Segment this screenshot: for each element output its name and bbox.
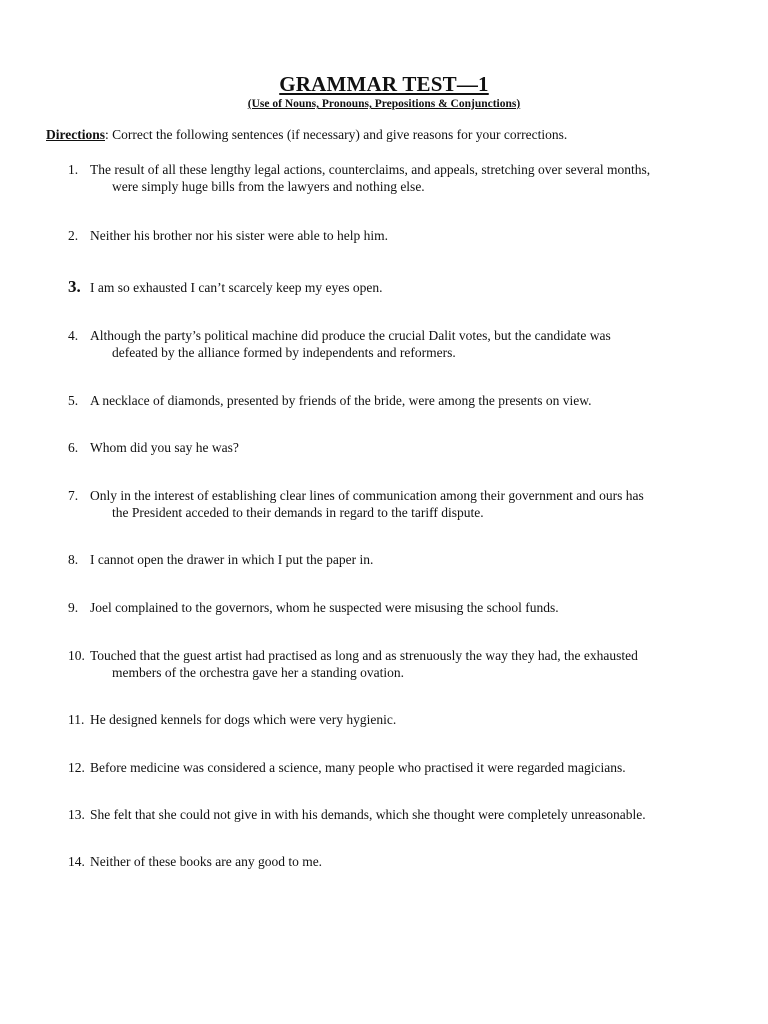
question-text-continued: the President acceded to their demands in regard to the tariff dispute. xyxy=(112,505,484,520)
question-text: Whom did you say he was? xyxy=(90,440,239,455)
question-number: 9. xyxy=(68,600,79,615)
question-text-continued: were simply huge bills from the lawyers and nothing else. xyxy=(112,179,425,194)
question-number: 4. xyxy=(68,328,79,343)
question-7 xyxy=(68,487,728,521)
question-2 xyxy=(68,227,728,244)
question-10 xyxy=(68,647,728,681)
question-number: 10. xyxy=(68,648,85,663)
directions xyxy=(46,127,736,143)
question-text: She felt that she could not give in with his demands, which she thought were completely unreasonable. xyxy=(90,807,646,822)
question-number: 12. xyxy=(68,760,85,775)
question-text: Joel complained to the governors, whom he suspected were misusing the school funds. xyxy=(90,600,559,615)
question-text: Only in the interest of establishing clear lines of communication among their government and ours has xyxy=(90,488,644,503)
question-3 xyxy=(68,278,728,296)
question-11 xyxy=(68,711,728,728)
question-5 xyxy=(68,392,728,409)
directions-text: : Correct the following sentences (if necessary) and give reasons for your corrections. xyxy=(105,127,568,142)
question-number: 2. xyxy=(68,228,79,243)
question-text: Touched that the guest artist had practised as long and as strenuously the way they had, the exhausted xyxy=(90,648,638,663)
question-text: Neither of these books are any good to me. xyxy=(90,854,323,869)
question-6 xyxy=(68,439,728,456)
test-title: GRAMMAR TEST—1 xyxy=(279,72,489,96)
question-12 xyxy=(68,759,728,776)
question-text: I am so exhausted I can’t scarcely keep my eyes open. xyxy=(90,280,383,295)
question-number: 13. xyxy=(68,807,85,822)
question-text: Before medicine was considered a science, many people who practised it were regarded magicians. xyxy=(90,760,626,775)
test-subtitle: (Use of Nouns, Pronouns, Prepositions & Conjunctions) xyxy=(247,98,521,110)
question-14 xyxy=(68,853,728,870)
question-number: 6. xyxy=(68,440,79,455)
question-number: 8. xyxy=(68,552,79,567)
question-8 xyxy=(68,551,728,568)
question-text-continued: defeated by the alliance formed by independents and reformers. xyxy=(112,345,456,360)
question-number: 3. xyxy=(68,277,81,296)
question-9 xyxy=(68,599,728,616)
question-4 xyxy=(68,327,728,361)
question-number: 7. xyxy=(68,488,79,503)
question-text: He designed kennels for dogs which were very hygienic. xyxy=(90,712,397,727)
directions-label: Directions xyxy=(46,127,105,142)
question-text: A necklace of diamonds, presented by friends of the bride, were among the presents on view. xyxy=(90,393,592,408)
question-13 xyxy=(68,806,728,823)
question-number: 14. xyxy=(68,854,85,869)
question-number: 11. xyxy=(68,712,85,727)
question-number: 5. xyxy=(68,393,79,408)
question-text: I cannot open the drawer in which I put the paper in. xyxy=(90,552,374,567)
question-1 xyxy=(68,161,728,195)
question-text: Neither his brother nor his sister were able to help him. xyxy=(90,228,389,243)
question-text: Although the party’s political machine did produce the crucial Dalit votes, but the candidate was xyxy=(90,328,611,343)
question-text: The result of all these lengthy legal actions, counterclaims, and appeals, stretching over several months, xyxy=(90,162,651,177)
question-number: 1. xyxy=(68,162,79,177)
question-text-continued: members of the orchestra gave her a standing ovation. xyxy=(112,665,405,680)
